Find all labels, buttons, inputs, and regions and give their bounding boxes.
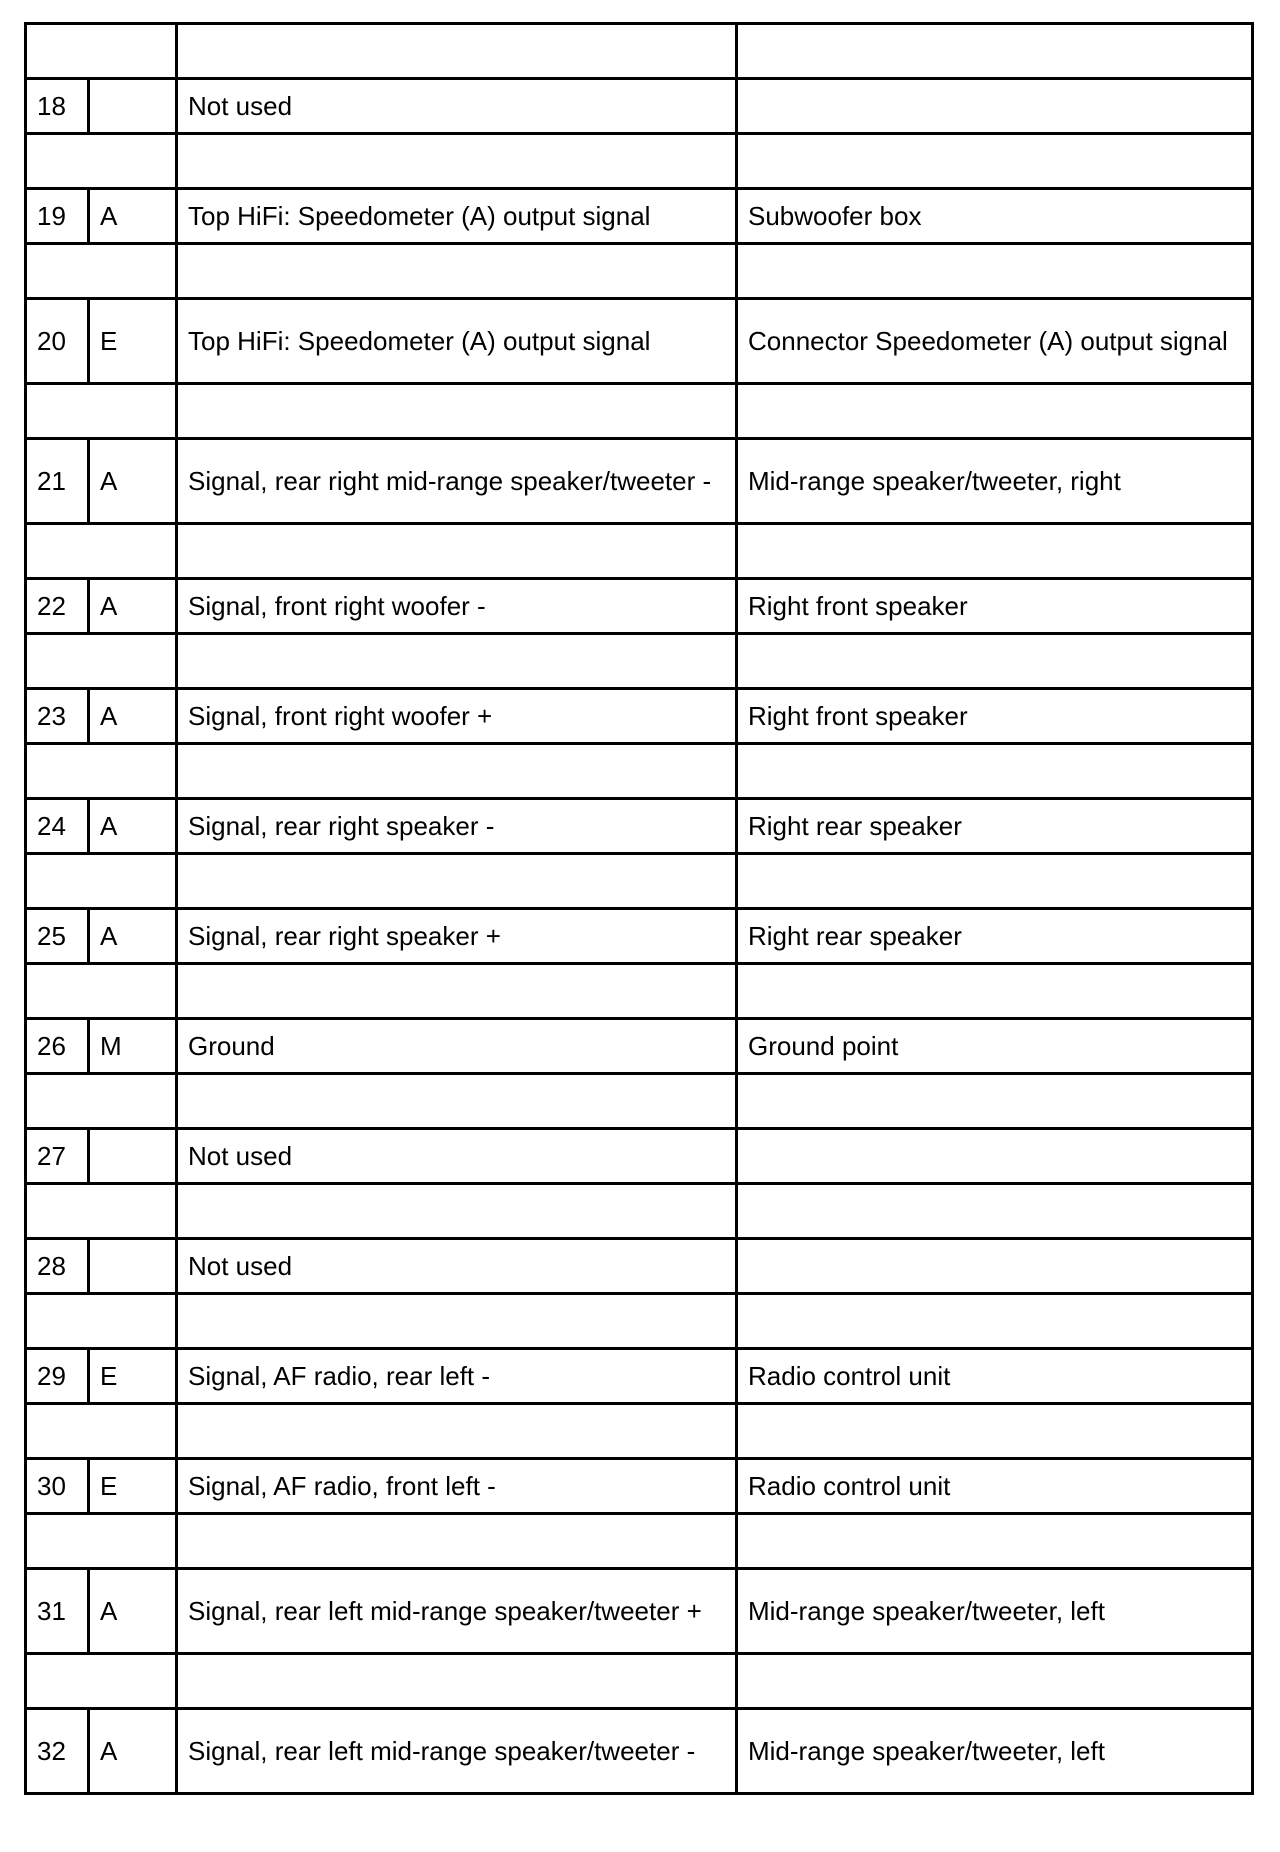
pin-number-cell: 24 [26, 799, 89, 854]
spacer-cell [177, 24, 737, 79]
spacer-row [26, 1514, 1253, 1569]
connection-cell: Right front speaker [737, 579, 1253, 634]
spacer-row [26, 854, 1253, 909]
connection-cell: Right front speaker [737, 689, 1253, 744]
spacer-cell [26, 524, 177, 579]
spacer-row [26, 384, 1253, 439]
spacer-cell [737, 134, 1253, 189]
connection-cell: Connector Speedometer (A) output signal [737, 299, 1253, 384]
spacer-cell [26, 634, 177, 689]
spacer-cell [26, 1184, 177, 1239]
signal-description-cell: Signal, rear left mid-range speaker/tweeter - [177, 1709, 737, 1794]
pin-number-cell: 23 [26, 689, 89, 744]
spacer-row [26, 1184, 1253, 1239]
signal-description-cell: Not used [177, 1239, 737, 1294]
spacer-cell [737, 24, 1253, 79]
spacer-row [26, 634, 1253, 689]
spacer-cell [177, 1514, 737, 1569]
pin-code-cell: A [89, 189, 177, 244]
spacer-cell [26, 134, 177, 189]
pin-number-cell: 32 [26, 1709, 89, 1794]
pin-code-cell [89, 1239, 177, 1294]
spacer-cell [177, 1404, 737, 1459]
spacer-cell [26, 1404, 177, 1459]
spacer-cell [177, 384, 737, 439]
table-row [26, 1019, 1253, 1074]
spacer-row [26, 134, 1253, 189]
spacer-cell [177, 1074, 737, 1129]
spacer-row [26, 244, 1253, 299]
pin-code-cell: A [89, 799, 177, 854]
spacer-cell [26, 24, 177, 79]
pin-code-cell: E [89, 1459, 177, 1514]
spacer-cell [737, 1514, 1253, 1569]
spacer-cell [26, 854, 177, 909]
spacer-cell [177, 244, 737, 299]
pin-number-cell: 18 [26, 79, 89, 134]
pin-number-cell: 30 [26, 1459, 89, 1514]
spacer-cell [737, 1654, 1253, 1709]
spacer-row [26, 964, 1253, 1019]
table-row [26, 1569, 1253, 1654]
spacer-cell [177, 1654, 737, 1709]
connection-cell [737, 1239, 1253, 1294]
table-row [26, 439, 1253, 524]
connection-cell: Radio control unit [737, 1349, 1253, 1404]
connection-cell: Ground point [737, 1019, 1253, 1074]
signal-description-cell: Not used [177, 79, 737, 134]
table-row [26, 299, 1253, 384]
table-row [26, 689, 1253, 744]
pin-number-cell: 27 [26, 1129, 89, 1184]
table-row [26, 1129, 1253, 1184]
pin-code-cell: E [89, 299, 177, 384]
signal-description-cell: Signal, AF radio, rear left - [177, 1349, 737, 1404]
table-row [26, 1239, 1253, 1294]
pin-code-cell: A [89, 579, 177, 634]
spacer-cell [26, 244, 177, 299]
pin-code-cell: A [89, 439, 177, 524]
connection-cell: Mid-range speaker/tweeter, right [737, 439, 1253, 524]
connection-cell: Subwoofer box [737, 189, 1253, 244]
signal-description-cell: Signal, rear right mid-range speaker/tweeter - [177, 439, 737, 524]
pin-number-cell: 21 [26, 439, 89, 524]
spacer-cell [177, 1294, 737, 1349]
spacer-cell [737, 1184, 1253, 1239]
pin-code-cell: E [89, 1349, 177, 1404]
pin-number-cell: 22 [26, 579, 89, 634]
spacer-cell [737, 964, 1253, 1019]
signal-description-cell: Top HiFi: Speedometer (A) output signal [177, 299, 737, 384]
connection-cell: Mid-range speaker/tweeter, left [737, 1709, 1253, 1794]
spacer-cell [737, 634, 1253, 689]
spacer-cell [177, 854, 737, 909]
spacer-cell [177, 634, 737, 689]
spacer-cell [26, 964, 177, 1019]
spacer-cell [26, 744, 177, 799]
connection-cell: Right rear speaker [737, 909, 1253, 964]
spacer-cell [737, 524, 1253, 579]
spacer-cell [737, 1404, 1253, 1459]
spacer-row [26, 24, 1253, 79]
signal-description-cell: Signal, rear right speaker + [177, 909, 737, 964]
spacer-cell [737, 854, 1253, 909]
connection-cell [737, 1129, 1253, 1184]
spacer-row [26, 1294, 1253, 1349]
signal-description-cell: Top HiFi: Speedometer (A) output signal [177, 189, 737, 244]
pin-table-body [26, 24, 1253, 1794]
pin-number-cell: 31 [26, 1569, 89, 1654]
connection-cell: Mid-range speaker/tweeter, left [737, 1569, 1253, 1654]
signal-description-cell: Signal, rear left mid-range speaker/tweeter + [177, 1569, 737, 1654]
spacer-cell [737, 384, 1253, 439]
spacer-cell [177, 744, 737, 799]
table-row [26, 1459, 1253, 1514]
table-row [26, 909, 1253, 964]
table-row [26, 579, 1253, 634]
spacer-cell [177, 524, 737, 579]
spacer-row [26, 1654, 1253, 1709]
signal-description-cell: Signal, front right woofer + [177, 689, 737, 744]
spacer-cell [26, 1294, 177, 1349]
spacer-row [26, 524, 1253, 579]
signal-description-cell: Ground [177, 1019, 737, 1074]
spacer-cell [26, 1514, 177, 1569]
spacer-row [26, 1404, 1253, 1459]
pin-assignment-table [24, 22, 1254, 1795]
pin-code-cell: M [89, 1019, 177, 1074]
signal-description-cell: Signal, AF radio, front left - [177, 1459, 737, 1514]
table-row [26, 1709, 1253, 1794]
spacer-cell [177, 964, 737, 1019]
spacer-cell [737, 244, 1253, 299]
pin-number-cell: 25 [26, 909, 89, 964]
pin-code-cell: A [89, 1709, 177, 1794]
pin-code-cell [89, 1129, 177, 1184]
spacer-row [26, 744, 1253, 799]
connection-cell [737, 79, 1253, 134]
pin-code-cell: A [89, 1569, 177, 1654]
pin-number-cell: 20 [26, 299, 89, 384]
spacer-cell [177, 134, 737, 189]
table-row [26, 79, 1253, 134]
pin-code-cell [89, 79, 177, 134]
pin-number-cell: 29 [26, 1349, 89, 1404]
pin-number-cell: 26 [26, 1019, 89, 1074]
connection-cell: Right rear speaker [737, 799, 1253, 854]
pin-number-cell: 19 [26, 189, 89, 244]
signal-description-cell: Signal, rear right speaker - [177, 799, 737, 854]
connection-cell: Radio control unit [737, 1459, 1253, 1514]
signal-description-cell: Signal, front right woofer - [177, 579, 737, 634]
spacer-cell [26, 1074, 177, 1129]
spacer-cell [26, 384, 177, 439]
table-row [26, 189, 1253, 244]
table-row [26, 799, 1253, 854]
spacer-cell [737, 744, 1253, 799]
spacer-cell [26, 1654, 177, 1709]
pin-code-cell: A [89, 689, 177, 744]
spacer-cell [737, 1074, 1253, 1129]
spacer-row [26, 1074, 1253, 1129]
table-row [26, 1349, 1253, 1404]
signal-description-cell: Not used [177, 1129, 737, 1184]
spacer-cell [177, 1184, 737, 1239]
spacer-cell [737, 1294, 1253, 1349]
pin-code-cell: A [89, 909, 177, 964]
pin-number-cell: 28 [26, 1239, 89, 1294]
